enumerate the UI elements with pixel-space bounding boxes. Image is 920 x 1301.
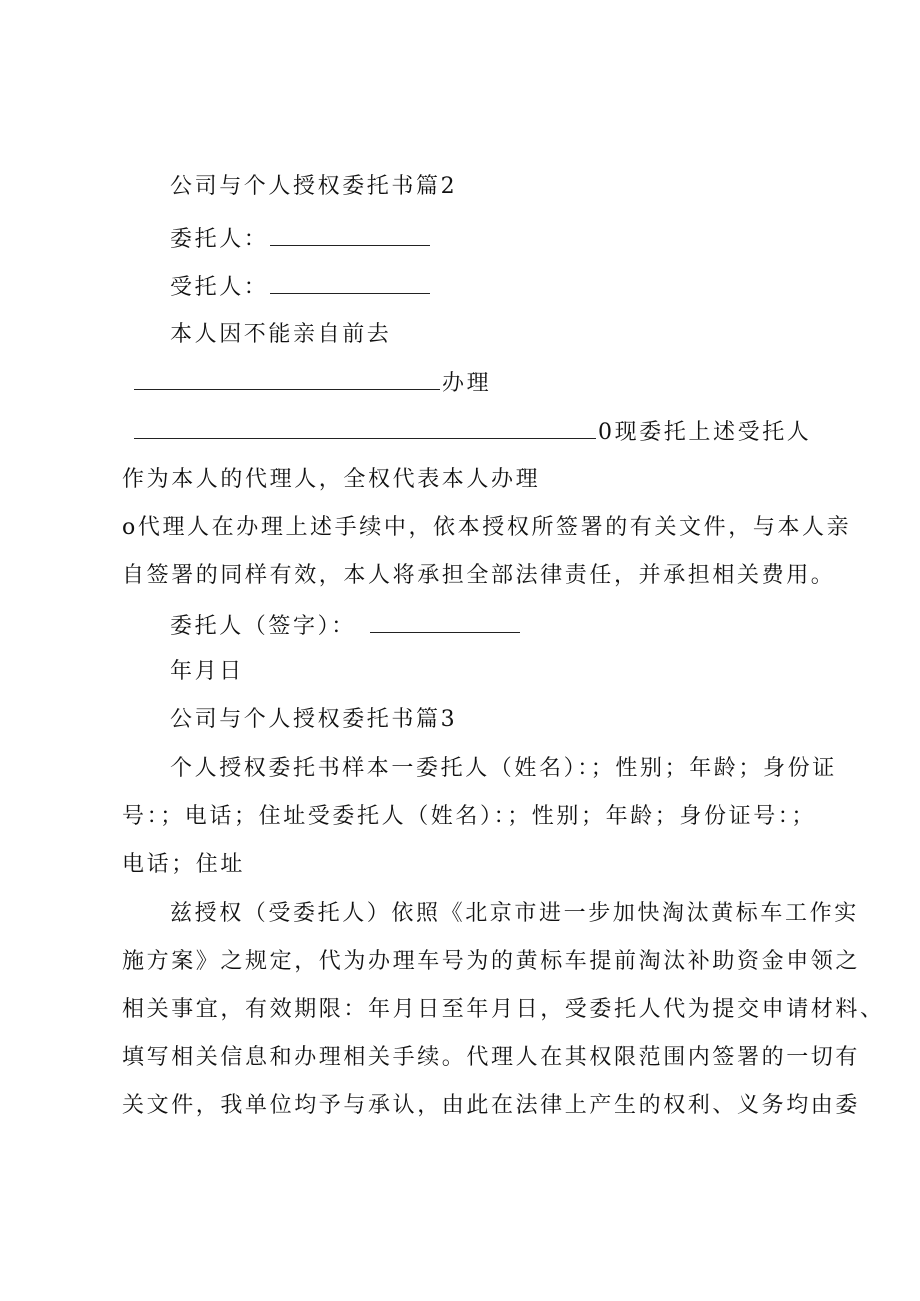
principal-blank bbox=[270, 223, 430, 246]
section-heading-3: 公司与个人授权委托书篇3 bbox=[170, 707, 458, 732]
sample-line-3: 电话；住址 bbox=[122, 852, 246, 877]
agent-field bbox=[170, 271, 432, 303]
handle-text: 办理 bbox=[442, 371, 492, 396]
validity-line-2: 自签署的同样有效，本人将承担全部法律责任，并承担相关费用。 bbox=[122, 563, 836, 588]
sample-line-1: 个人授权委托书样本一委托人（姓名）：；性别；年龄；身份证 bbox=[170, 756, 837, 781]
validity-line-1: o代理人在办理上述手续中，依本授权所签署的有关文件，与本人亲 bbox=[122, 515, 852, 540]
section-heading-2: 公司与个人授权委托书篇2 bbox=[170, 174, 458, 199]
body-line-3: 相关事宜，有效期限：年月日至年月日，受委托人代为提交申请材料、 bbox=[122, 997, 885, 1022]
body-line-4: 填写相关信息和办理相关手续。代理人在其权限范围内签署的一切有 bbox=[122, 1045, 861, 1070]
body-line-1: 兹授权（受委托人）依照《北京市进一步加快淘汰黄标车工作实 bbox=[170, 901, 859, 926]
appoint-text: 0现委托上述受托人 bbox=[598, 420, 812, 445]
sample-line-2: 号：；电话；住址受委托人（姓名）：；性别；年龄；身份证号：； bbox=[122, 804, 817, 829]
reason-text: 本人因不能亲自前去 bbox=[170, 322, 392, 347]
agent-role-text: 作为本人的代理人，全权代表本人办理 bbox=[122, 467, 541, 492]
agent-blank bbox=[270, 271, 430, 294]
handle-matter-blank bbox=[134, 367, 440, 390]
agent-label: 受托人： bbox=[170, 275, 269, 300]
body-line-5: 关文件，我单位均予与承认，由此在法律上产生的权利、义务均由委 bbox=[122, 1093, 861, 1118]
signature-blank bbox=[370, 610, 520, 633]
appoint-line bbox=[132, 416, 811, 448]
body-line-2: 施方案》之规定，代为办理车号为的黄标车提前淘汰补助资金申领之 bbox=[122, 949, 861, 974]
signature-label: 委托人（签字）： bbox=[170, 614, 356, 639]
appoint-blank bbox=[134, 416, 596, 439]
signature-field bbox=[170, 610, 522, 642]
handle-line bbox=[132, 367, 491, 399]
date-text: 年月日 bbox=[170, 659, 244, 684]
principal-field bbox=[170, 223, 432, 255]
principal-label: 委托人： bbox=[170, 227, 269, 252]
